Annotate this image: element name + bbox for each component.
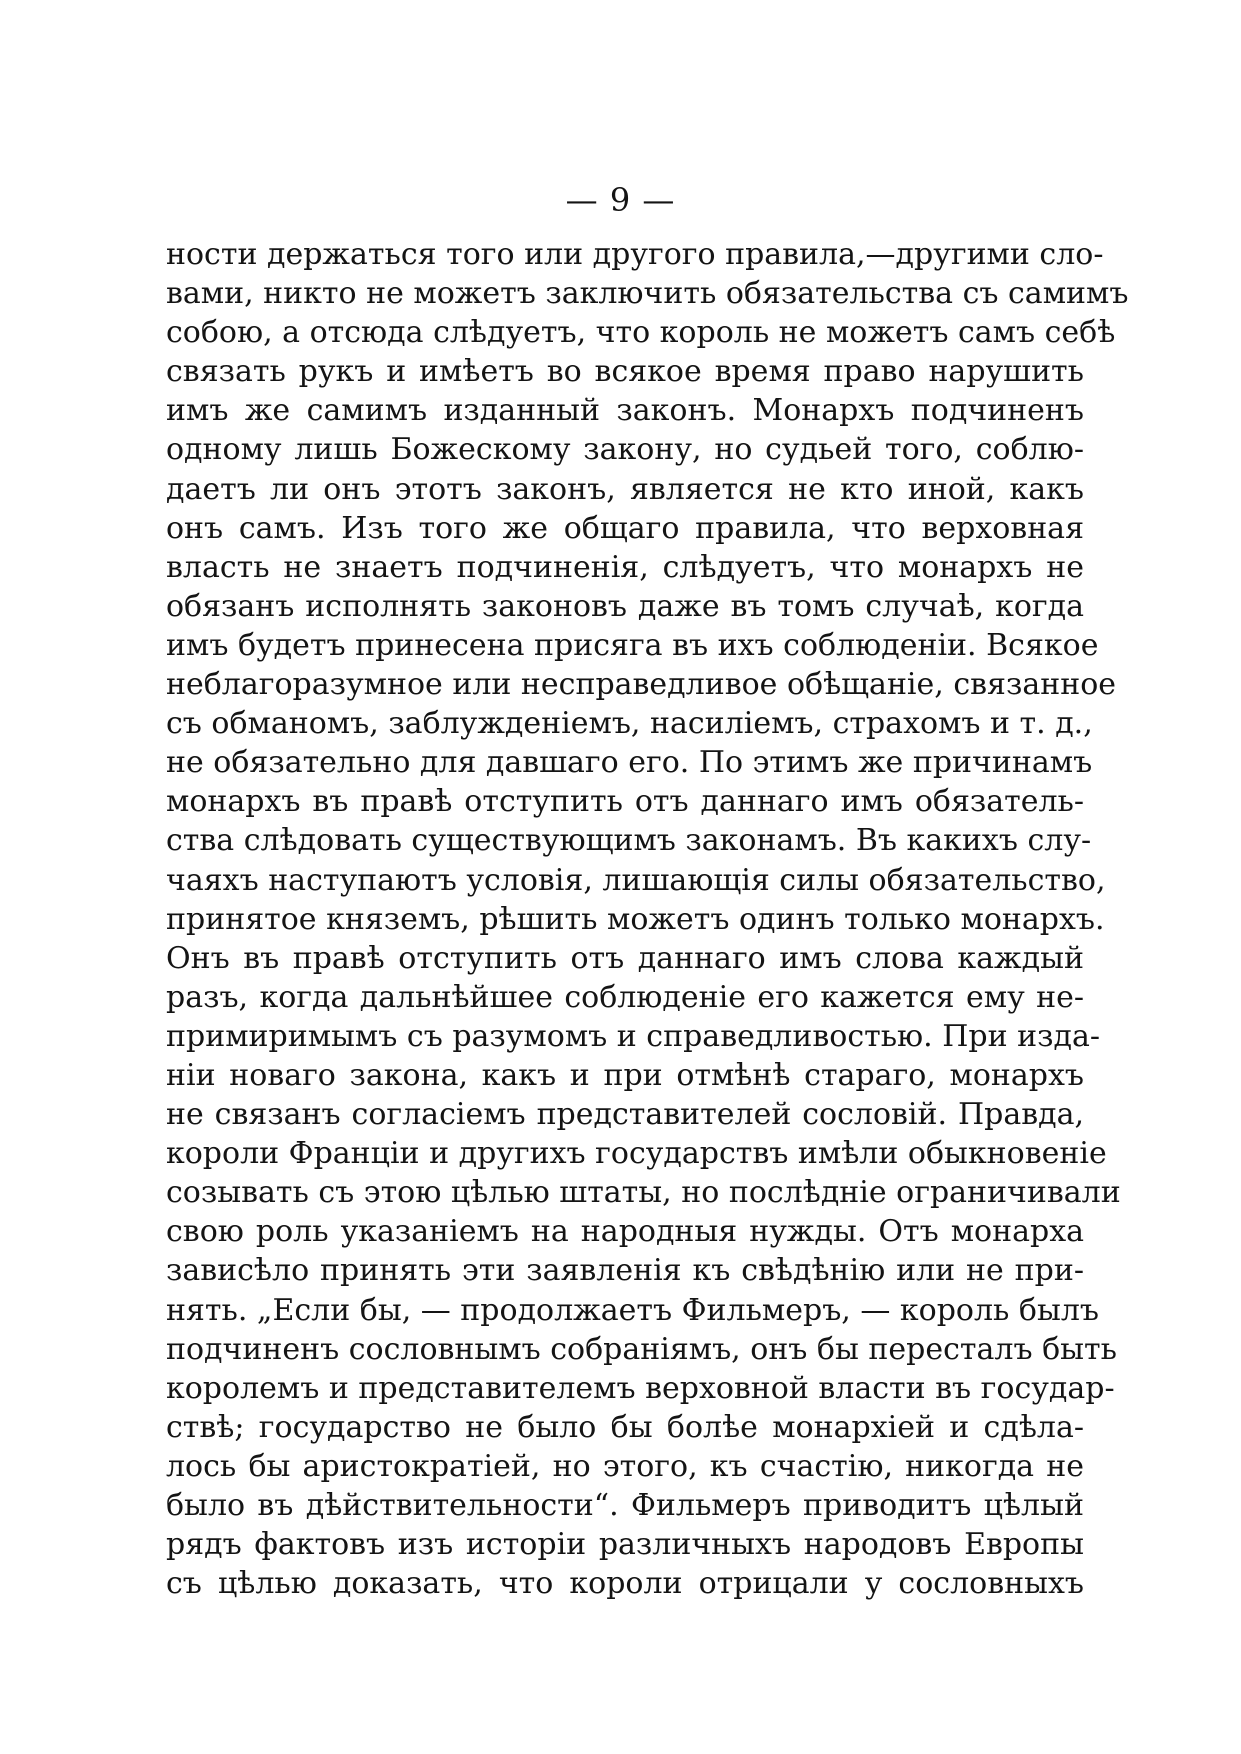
text-line: Онъ въ правѣ отступить отъ даннаго имъ слова каждый xyxy=(166,940,1084,976)
text-line: одному лишь Божескому закону, но судьей того, соблю- xyxy=(166,432,1084,468)
text-line: имъ будетъ принесена присяга въ ихъ соблюденіи. Всякое xyxy=(166,627,1099,663)
text-line: не обязательно для давшаго его. По этимъ же причинамъ xyxy=(166,745,1093,781)
text-line: ніи новаго закона, какъ и при отмѣнѣ стараго, монархъ xyxy=(166,1057,1084,1093)
text-line: подчиненъ сословнымъ собраніямъ, онъ бы пересталъ быть xyxy=(166,1331,1117,1367)
body-text xyxy=(166,235,1129,1603)
text-line: примиримымъ съ разумомъ и справедливостью. При изда- xyxy=(166,1018,1100,1054)
text-line: лось бы аристократіей, но этого, къ счастію, никогда не xyxy=(166,1448,1084,1484)
text-line: свою роль указаніемъ на народныя нужды. Отъ монарха xyxy=(166,1214,1084,1250)
text-line: зависѣло принять эти заявленія къ свѣдѣнію или не при- xyxy=(166,1253,1084,1289)
text-line: монархъ въ правѣ отступить отъ даннаго имъ обязатель- xyxy=(166,784,1084,820)
text-line: разъ, когда дальнѣйшее соблюденіе его кажется ему не- xyxy=(166,979,1084,1015)
text-line: ствѣ; государство не было бы болѣе монархіей и сдѣла- xyxy=(166,1409,1084,1445)
text-line: даетъ ли онъ этотъ законъ, является не кто иной, какъ xyxy=(166,471,1084,507)
text-line: неблагоразумное или несправедливое обѣщаніе, связанное xyxy=(166,667,1117,703)
text-line: было въ дѣйствительности“. Фильмеръ приводитъ цѣлый xyxy=(166,1488,1084,1523)
text-line: не связанъ согласіемъ представителей сословій. Правда, xyxy=(166,1097,1084,1133)
text-line: ства слѣдовать существующимъ законамъ. Въ какихъ слу- xyxy=(166,823,1092,859)
text-line: съ обманомъ, заблужденіемъ, насиліемъ, страхомъ и т. д., xyxy=(166,706,1093,742)
text-line: рядъ фактовъ изъ исторіи различныхъ народовъ Европы xyxy=(166,1527,1084,1563)
text-line: нять. „Если бы, — продолжаетъ Фильмеръ, — король былъ xyxy=(166,1292,1099,1328)
text-line: имъ же самимъ изданный законъ. Монархъ подчиненъ xyxy=(166,393,1084,429)
page-number: — 9 — xyxy=(565,181,676,219)
text-line: созывать съ этою цѣлью штаты, но послѣдніе ограничивали xyxy=(166,1175,1121,1211)
text-line: чаяхъ наступаютъ условія, лишающія силы обязательство, xyxy=(166,862,1106,898)
text-line: ности держаться того или другого правила,—другими сло- xyxy=(166,237,1104,272)
text-line: вами, никто не можетъ заключить обязательства съ самимъ xyxy=(166,276,1129,312)
text-line: принятое княземъ, рѣшить можетъ одинъ только монархъ. xyxy=(166,901,1105,937)
text-line: королемъ и представителемъ верховной власти въ государ- xyxy=(166,1370,1115,1406)
text-line: власть не знаетъ подчиненія, слѣдуетъ, что монархъ не xyxy=(166,549,1084,585)
text-line: съ цѣлью доказать, что короли отрицали у сословныхъ xyxy=(166,1566,1084,1602)
text-line: связать рукъ и имѣетъ во всякое время право нарушить xyxy=(166,354,1084,390)
text-line: короли Франціи и другихъ государствъ имѣли обыкновеніе xyxy=(166,1136,1107,1172)
text-line: онъ самъ. Изъ того же общаго правила, что верховная xyxy=(166,510,1084,546)
text-line: обязанъ исполнять законовъ даже въ томъ случаѣ, когда xyxy=(166,588,1084,624)
text-line: собою, а отсюда слѣдуетъ, что король не можетъ самъ себѣ xyxy=(166,315,1116,351)
